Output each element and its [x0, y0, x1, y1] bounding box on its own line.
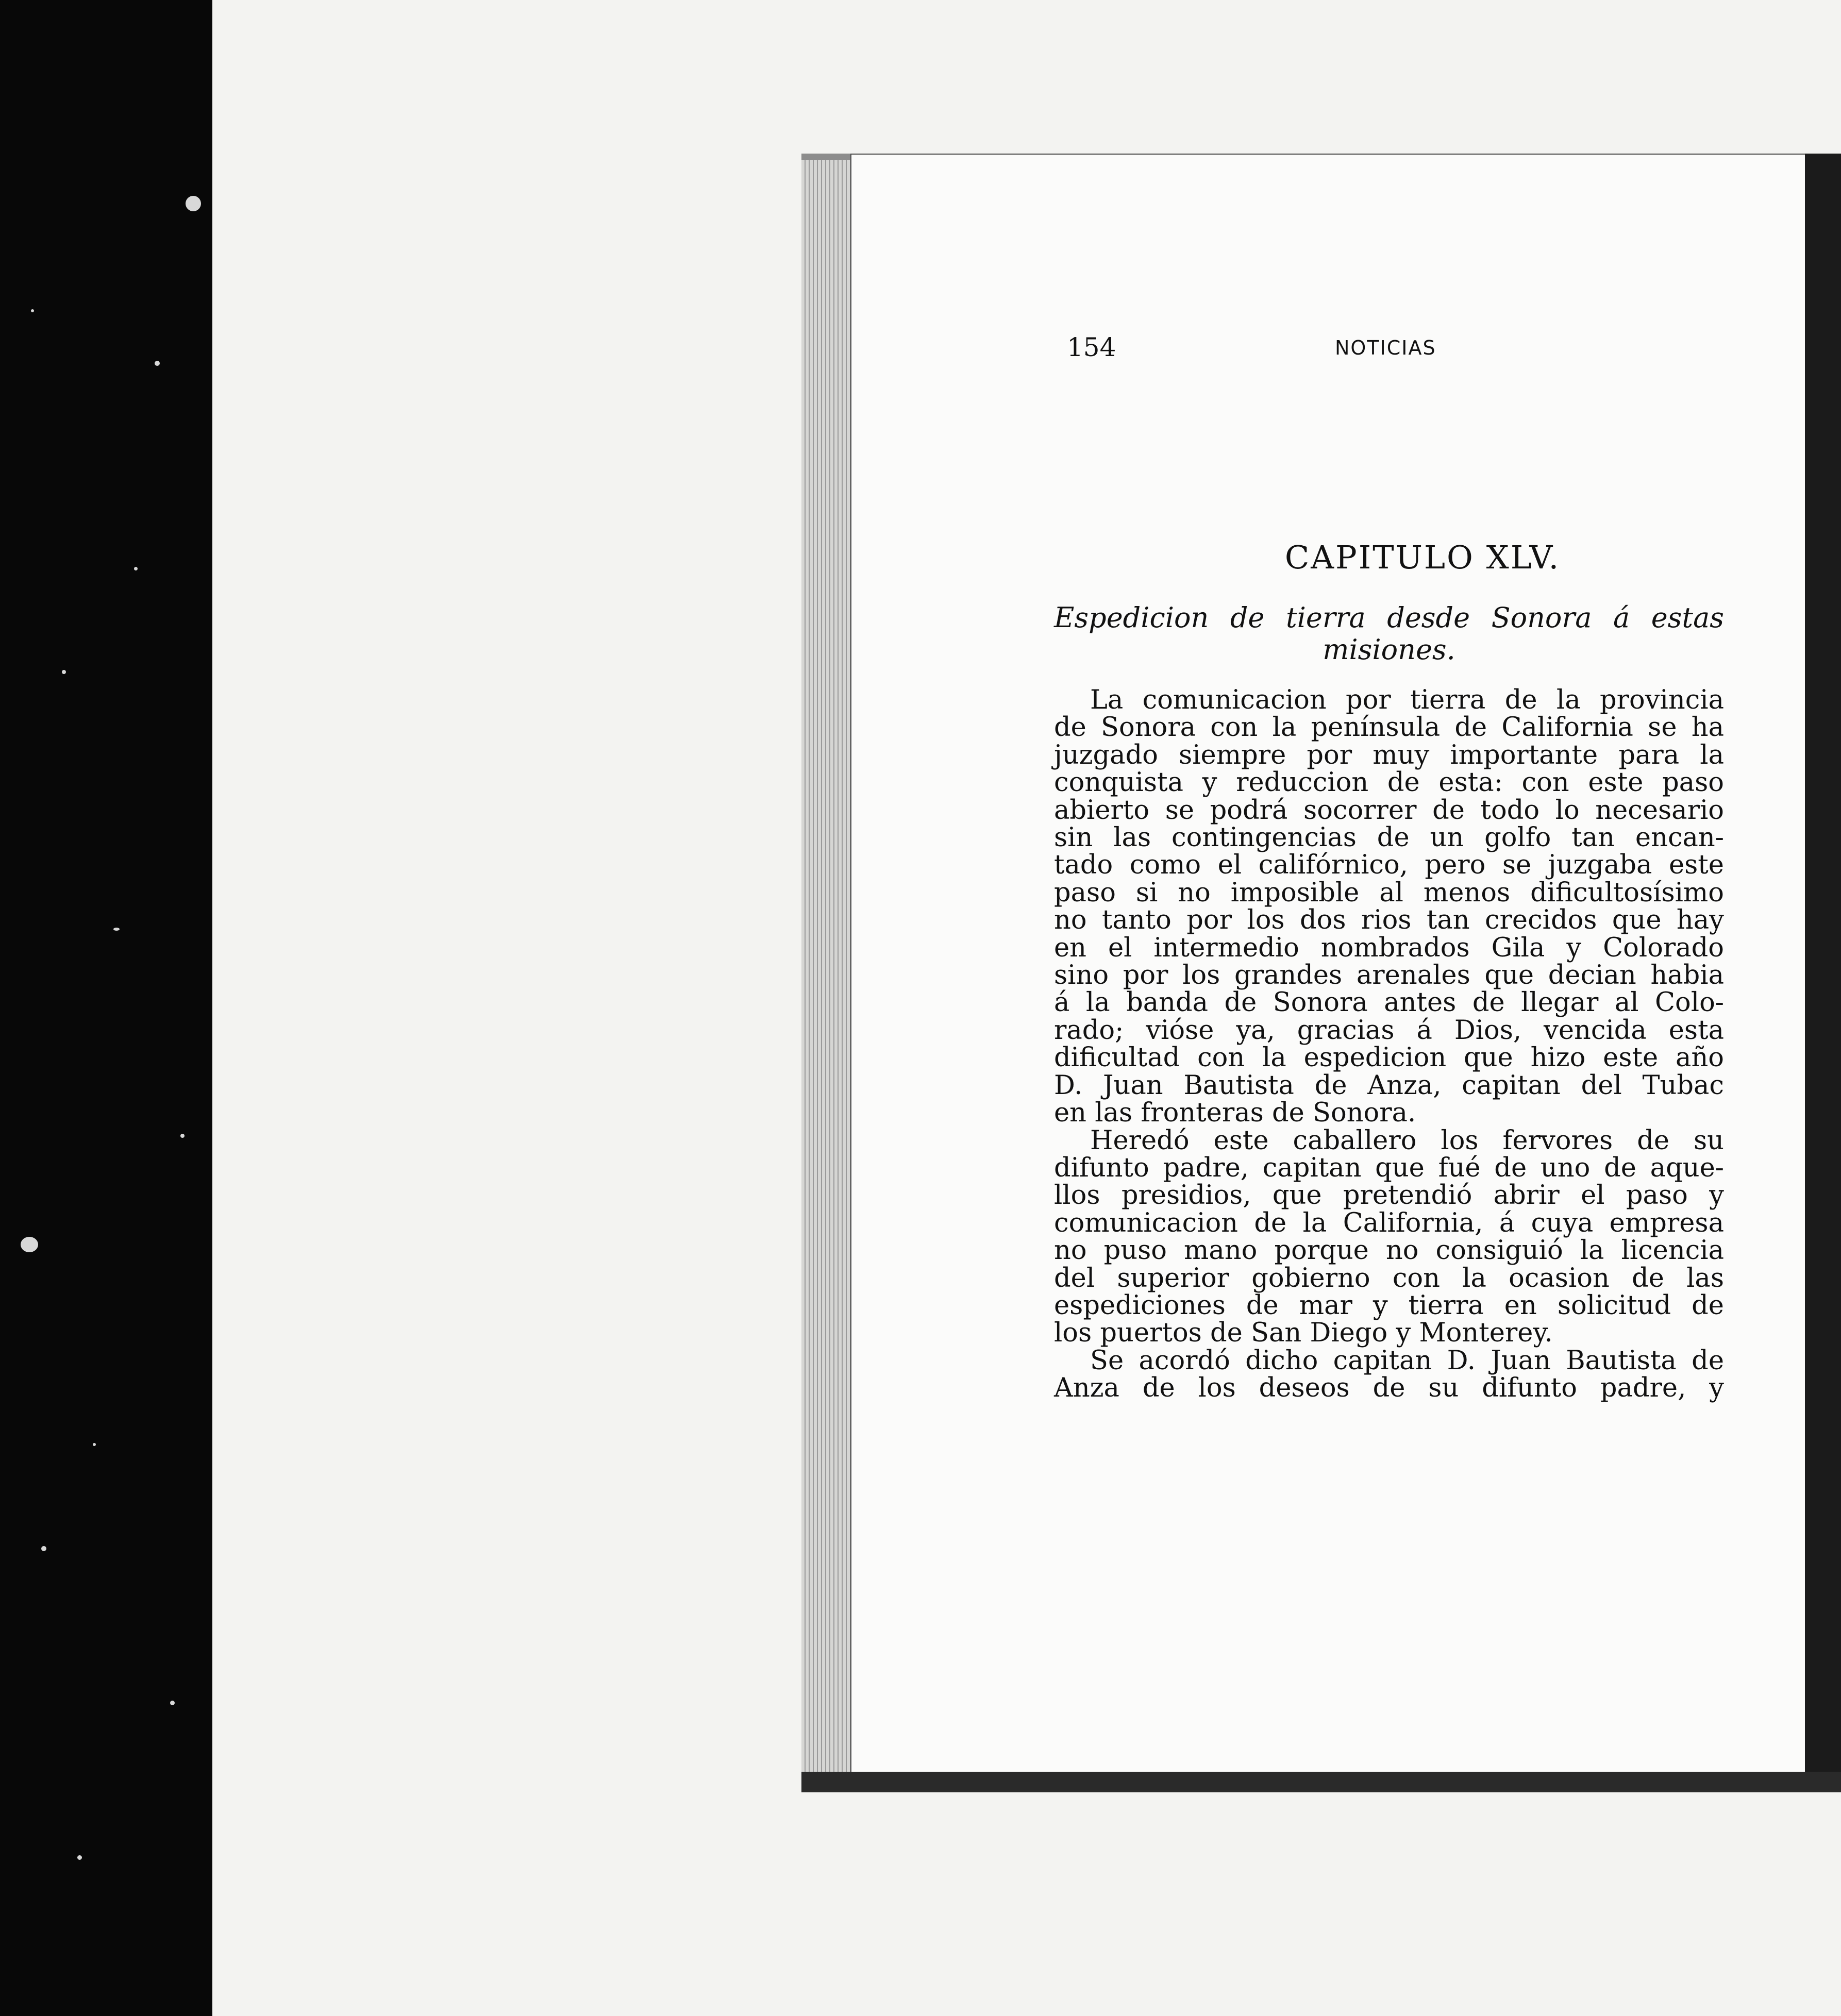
text-line: comunicacion de la California, á cuya empresa	[1054, 1207, 1724, 1238]
text-line: en las fronteras de Sonora.	[1054, 1098, 1416, 1129]
text-line: á la banda de Sonora antes de llegar al Colo-	[1054, 987, 1724, 1018]
text-line: D. Juan Bautista de Anza, capitan del Tubac	[1054, 1070, 1724, 1101]
text-line: del superior gobierno con la ocasion de las	[1054, 1263, 1724, 1293]
page-edges	[801, 160, 853, 1783]
chapter-subtitle	[1054, 602, 1724, 666]
text-line: conquista y reduccion de esta: con este paso	[1054, 767, 1724, 798]
text-line: dificultad con la espedicion que hizo este año	[1054, 1043, 1724, 1073]
text-line: de Sonora con la península de California se ha	[1054, 712, 1724, 743]
body-text	[1054, 686, 1724, 1402]
text-line: La comunicacion por tierra de la provincia	[1090, 685, 1724, 715]
page-number: 154	[1067, 332, 1116, 362]
text-line: llos presidios, que pretendió abrir el paso y	[1054, 1180, 1724, 1211]
text-line: Heredó este caballero los fervores de su	[1090, 1125, 1724, 1156]
text-line: Se acordó dicho capitan D. Juan Bautista de	[1090, 1345, 1724, 1376]
text-line: sin las contingencias de un golfo tan encan-	[1054, 822, 1724, 853]
running-head	[1067, 332, 1721, 363]
subtitle-line: Espedicion de tierra desde Sonora á estas	[1054, 601, 1724, 634]
text-line: sino por los grandes arenales que decian habia	[1054, 960, 1724, 991]
book-shadow	[1805, 154, 1841, 1792]
text-line: abierto se podrá socorrer de todo lo necesario	[1054, 795, 1724, 826]
book-shadow-bottom	[801, 1772, 1841, 1792]
text-line: rado; vióse ya, gracias á Dios, vencida esta	[1054, 1015, 1724, 1046]
paragraph	[1054, 1347, 1724, 1402]
text-line: paso si no imposible al menos dificultosísimo	[1054, 877, 1724, 908]
scanner-dark-margin	[0, 0, 212, 2016]
text-line: no tanto por los dos rios tan crecidos que hay	[1054, 905, 1724, 936]
running-title: NOTICIAS	[1335, 337, 1436, 359]
text-line: Anza de los deseos de su difunto padre, y	[1054, 1373, 1724, 1404]
subtitle-line: misiones.	[1323, 633, 1455, 666]
text-line: no puso mano porque no consiguió la licencia	[1054, 1235, 1724, 1266]
text-line: los puertos de San Diego y Monterey.	[1054, 1318, 1553, 1349]
text-line: espediciones de mar y tierra en solicitud de	[1054, 1290, 1724, 1321]
paragraph	[1054, 686, 1724, 1127]
text-line: en el intermedio nombrados Gila y Colorado	[1054, 932, 1724, 963]
text-line: tado como el califórnico, pero se juzgaba este	[1054, 850, 1724, 881]
chapter-heading: CAPITULO XLV.	[1284, 539, 1561, 576]
text-line: juzgado siempre por muy importante para la	[1054, 740, 1724, 770]
paragraph	[1054, 1127, 1724, 1347]
text-line: difunto padre, capitan que fué de uno de aque-	[1054, 1152, 1724, 1183]
